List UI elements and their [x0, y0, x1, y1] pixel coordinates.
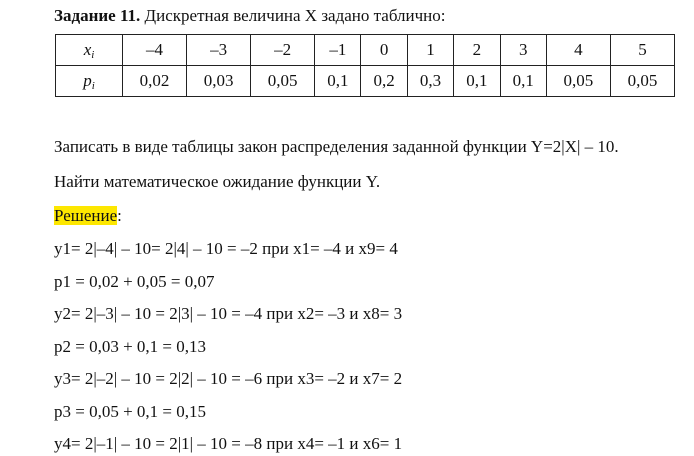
table-row-x [56, 35, 675, 66]
p-cell: 0,2 [361, 66, 407, 97]
solution-heading [54, 204, 122, 228]
statement-line-1: Записать в виде таблицы закон распределения заданной функции Y=2|X| – 10. [54, 137, 619, 156]
solution-line: p2 = 0,03 + 0,1 = 0,13 [54, 337, 207, 356]
solution-line: y1= 2|–4| – 10= 2|4| – 10 = –2 при x1= –4 и x9= 4 [54, 239, 398, 258]
p-cell: 0,05 [546, 66, 610, 97]
p-cell: 0,05 [610, 66, 674, 97]
x-cell: 2 [454, 35, 500, 66]
x-cell: –3 [187, 35, 251, 66]
x-cell: –1 [315, 35, 361, 66]
x-cell: 1 [407, 35, 453, 66]
x-cell: –2 [251, 35, 315, 66]
p-cell: 0,1 [315, 66, 361, 97]
task-number: Задание 11. [54, 6, 141, 25]
p-cell: 0,1 [454, 66, 500, 97]
solution-label: Решение [54, 206, 118, 225]
table-row-p [56, 66, 675, 97]
row-x-header: $x_i$ [56, 35, 123, 66]
task-title [54, 4, 446, 28]
solution-line: y2= 2|–3| – 10 = 2|3| – 10 = –4 при x2= –3 и x8= 3 [54, 304, 403, 323]
solution-line: y3= 2|–2| – 10 = 2|2| – 10 = –6 при x3= –2 и x7= 2 [54, 369, 403, 388]
p-cell: 0,1 [500, 66, 546, 97]
x-cell: 3 [500, 35, 546, 66]
p-cell: 0,05 [251, 66, 315, 97]
solution-line: p1 = 0,02 + 0,05 = 0,07 [54, 272, 215, 291]
x-cell: 0 [361, 35, 407, 66]
x-cell: 4 [546, 35, 610, 66]
x-cell: –4 [123, 35, 187, 66]
statement-line-2: Найти математическое ожидание функции Y. [54, 172, 381, 191]
row-p-header: $p_i$ [56, 66, 123, 97]
distribution-table [55, 34, 675, 97]
task-title-text: Дискретная величина Х задано таблично: [140, 6, 446, 25]
solution-colon: : [117, 206, 122, 225]
p-cell: 0,3 [407, 66, 453, 97]
p-cell: 0,03 [187, 66, 251, 97]
solution-line: p3 = 0,05 + 0,1 = 0,15 [54, 402, 207, 421]
solution-line: y4= 2|–1| – 10 = 2|1| – 10 = –8 при x4= –1 и x6= 1 [54, 434, 403, 453]
x-cell: 5 [610, 35, 674, 66]
p-cell: 0,02 [123, 66, 187, 97]
